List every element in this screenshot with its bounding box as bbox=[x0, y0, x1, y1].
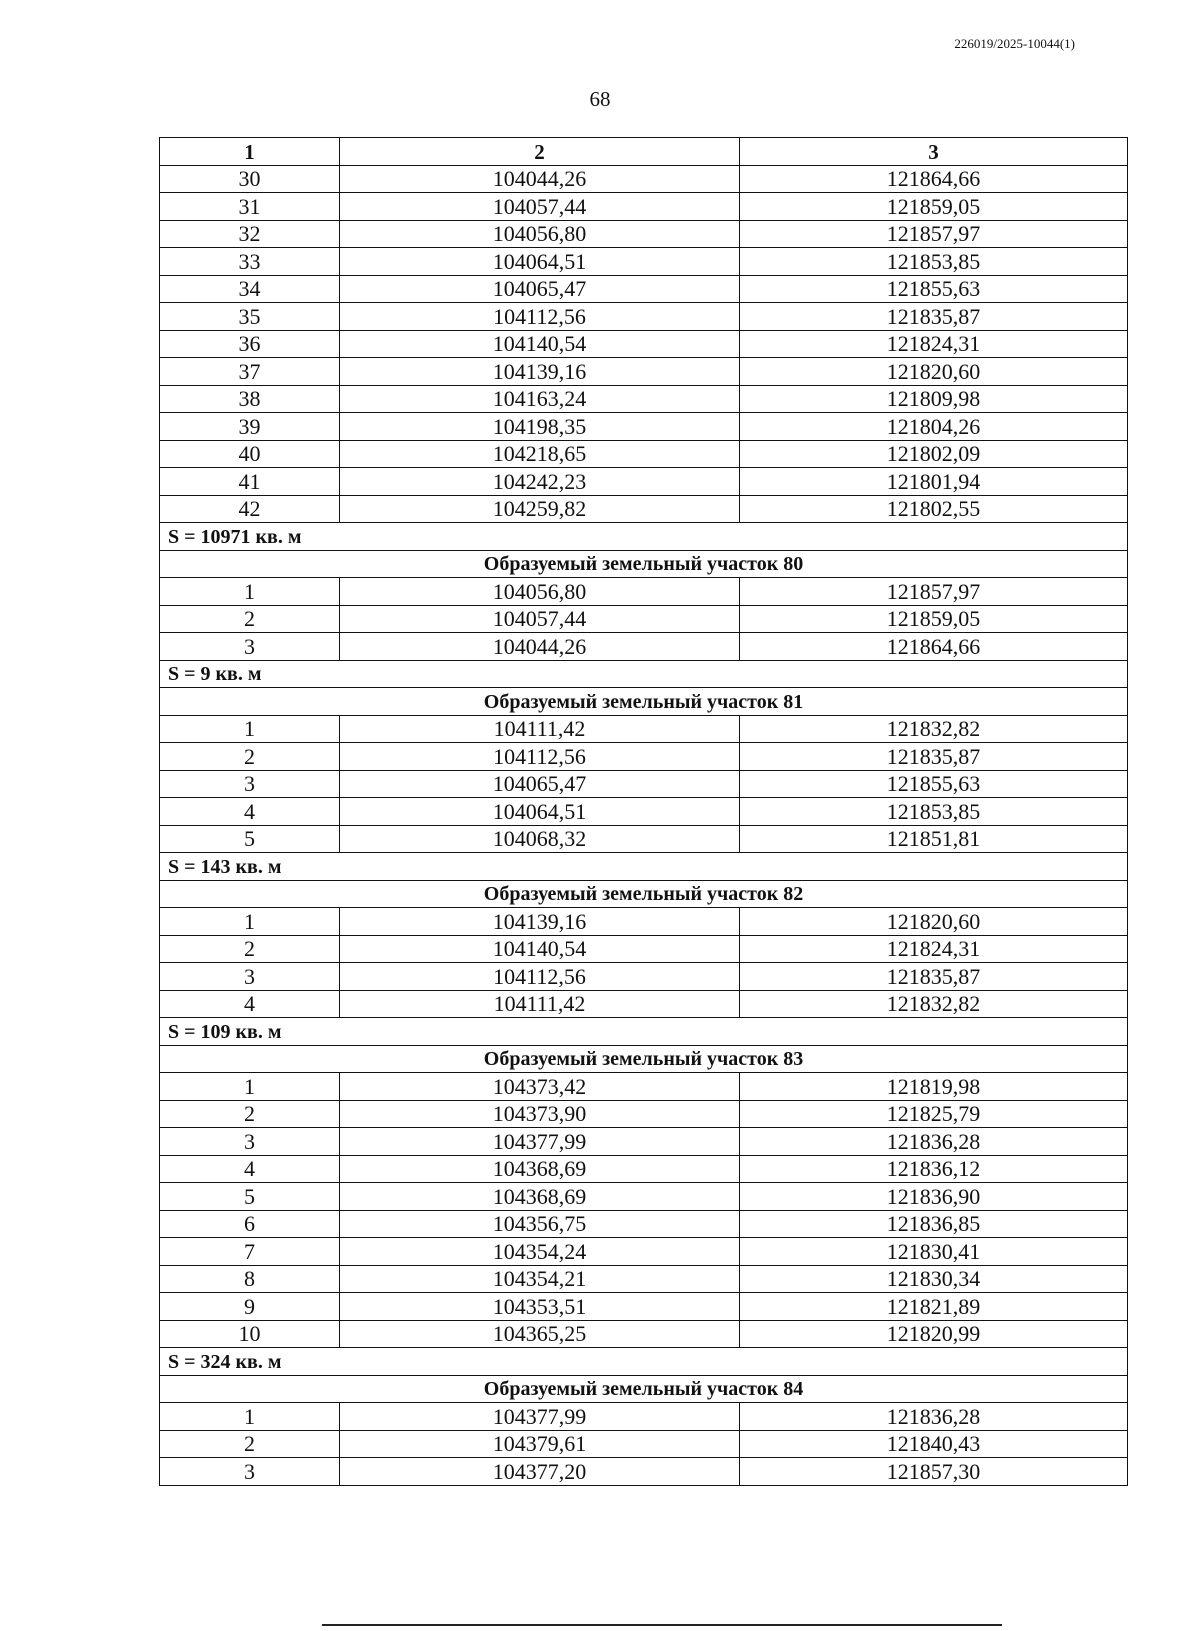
table-row bbox=[160, 1128, 1128, 1156]
section-title-row bbox=[160, 880, 1128, 908]
point-number-cell: 30 bbox=[160, 165, 340, 193]
header-cell-point: 1 bbox=[160, 138, 340, 166]
y-coordinate-cell: 121830,34 bbox=[740, 1265, 1128, 1293]
y-coordinate-cell: 121840,43 bbox=[740, 1430, 1128, 1458]
table-row bbox=[160, 963, 1128, 991]
y-coordinate-cell: 121802,09 bbox=[740, 440, 1128, 468]
point-number-cell: 8 bbox=[160, 1265, 340, 1293]
y-coordinate-cell: 121853,85 bbox=[740, 798, 1128, 826]
x-coordinate-cell: 104377,20 bbox=[340, 1458, 740, 1486]
x-coordinate-cell: 104057,44 bbox=[340, 605, 740, 633]
document-id: 226019/2025-10044(1) bbox=[954, 36, 1075, 51]
table-row bbox=[160, 743, 1128, 771]
point-number-cell: 3 bbox=[160, 1458, 340, 1486]
x-coordinate-cell: 104368,69 bbox=[340, 1155, 740, 1183]
y-coordinate-cell: 121820,60 bbox=[740, 908, 1128, 936]
scan-edge-line bbox=[322, 1624, 1002, 1626]
y-coordinate-cell: 121836,28 bbox=[740, 1403, 1128, 1431]
table-row bbox=[160, 330, 1128, 358]
area-value: S = 109 кв. м bbox=[160, 1018, 1128, 1046]
table-row bbox=[160, 220, 1128, 248]
table-row bbox=[160, 798, 1128, 826]
x-coordinate-cell: 104111,42 bbox=[340, 990, 740, 1018]
y-coordinate-cell: 121820,60 bbox=[740, 358, 1128, 386]
x-coordinate-cell: 104064,51 bbox=[340, 248, 740, 276]
x-coordinate-cell: 104373,90 bbox=[340, 1100, 740, 1128]
point-number-cell: 33 bbox=[160, 248, 340, 276]
area-value: S = 9 кв. м bbox=[160, 660, 1128, 688]
x-coordinate-cell: 104140,54 bbox=[340, 330, 740, 358]
table-row bbox=[160, 1155, 1128, 1183]
point-number-cell: 10 bbox=[160, 1320, 340, 1348]
y-coordinate-cell: 121835,87 bbox=[740, 963, 1128, 991]
point-number-cell: 2 bbox=[160, 743, 340, 771]
point-number-cell: 32 bbox=[160, 220, 340, 248]
table-row bbox=[160, 578, 1128, 606]
header-cell-y: 3 bbox=[740, 138, 1128, 166]
table-row bbox=[160, 1320, 1128, 1348]
point-number-cell: 31 bbox=[160, 193, 340, 221]
table-row bbox=[160, 1458, 1128, 1486]
table-row bbox=[160, 495, 1128, 523]
table-row bbox=[160, 1073, 1128, 1101]
y-coordinate-cell: 121801,94 bbox=[740, 468, 1128, 496]
x-coordinate-cell: 104065,47 bbox=[340, 770, 740, 798]
table-row bbox=[160, 908, 1128, 936]
point-number-cell: 2 bbox=[160, 1100, 340, 1128]
area-row bbox=[160, 1018, 1128, 1046]
point-number-cell: 1 bbox=[160, 578, 340, 606]
table-row bbox=[160, 468, 1128, 496]
point-number-cell: 2 bbox=[160, 1430, 340, 1458]
y-coordinate-cell: 121853,85 bbox=[740, 248, 1128, 276]
point-number-cell: 38 bbox=[160, 385, 340, 413]
section-title-row bbox=[160, 550, 1128, 578]
area-row bbox=[160, 523, 1128, 551]
table-row bbox=[160, 1293, 1128, 1321]
table-row bbox=[160, 825, 1128, 853]
table-row bbox=[160, 770, 1128, 798]
x-coordinate-cell: 104365,25 bbox=[340, 1320, 740, 1348]
point-number-cell: 40 bbox=[160, 440, 340, 468]
y-coordinate-cell: 121859,05 bbox=[740, 605, 1128, 633]
y-coordinate-cell: 121855,63 bbox=[740, 770, 1128, 798]
table-row bbox=[160, 440, 1128, 468]
y-coordinate-cell: 121859,05 bbox=[740, 193, 1128, 221]
y-coordinate-cell: 121830,41 bbox=[740, 1238, 1128, 1266]
point-number-cell: 7 bbox=[160, 1238, 340, 1266]
y-coordinate-cell: 121832,82 bbox=[740, 990, 1128, 1018]
point-number-cell: 41 bbox=[160, 468, 340, 496]
x-coordinate-cell: 104111,42 bbox=[340, 715, 740, 743]
x-coordinate-cell: 104218,65 bbox=[340, 440, 740, 468]
area-row bbox=[160, 660, 1128, 688]
section-title: Образуемый земельный участок 84 bbox=[160, 1375, 1128, 1403]
x-coordinate-cell: 104112,56 bbox=[340, 743, 740, 771]
y-coordinate-cell: 121824,31 bbox=[740, 935, 1128, 963]
point-number-cell: 2 bbox=[160, 605, 340, 633]
table-row bbox=[160, 358, 1128, 386]
x-coordinate-cell: 104379,61 bbox=[340, 1430, 740, 1458]
y-coordinate-cell: 121836,12 bbox=[740, 1155, 1128, 1183]
table-row bbox=[160, 413, 1128, 441]
section-title: Образуемый земельный участок 81 bbox=[160, 688, 1128, 716]
x-coordinate-cell: 104139,16 bbox=[340, 908, 740, 936]
point-number-cell: 39 bbox=[160, 413, 340, 441]
table-row bbox=[160, 990, 1128, 1018]
section-title-row bbox=[160, 1375, 1128, 1403]
table-row bbox=[160, 935, 1128, 963]
table-row bbox=[160, 633, 1128, 661]
y-coordinate-cell: 121857,30 bbox=[740, 1458, 1128, 1486]
y-coordinate-cell: 121855,63 bbox=[740, 275, 1128, 303]
y-coordinate-cell: 121802,55 bbox=[740, 495, 1128, 523]
area-row bbox=[160, 853, 1128, 881]
y-coordinate-cell: 121864,66 bbox=[740, 633, 1128, 661]
y-coordinate-cell: 121820,99 bbox=[740, 1320, 1128, 1348]
table-row bbox=[160, 1265, 1128, 1293]
section-title-row bbox=[160, 688, 1128, 716]
point-number-cell: 42 bbox=[160, 495, 340, 523]
area-value: S = 324 кв. м bbox=[160, 1348, 1128, 1376]
coordinates-table-body bbox=[160, 138, 1128, 1486]
x-coordinate-cell: 104068,32 bbox=[340, 825, 740, 853]
point-number-cell: 3 bbox=[160, 963, 340, 991]
x-coordinate-cell: 104139,16 bbox=[340, 358, 740, 386]
point-number-cell: 4 bbox=[160, 798, 340, 826]
table-row bbox=[160, 1183, 1128, 1211]
point-number-cell: 9 bbox=[160, 1293, 340, 1321]
x-coordinate-cell: 104377,99 bbox=[340, 1128, 740, 1156]
area-value: S = 143 кв. м bbox=[160, 853, 1128, 881]
y-coordinate-cell: 121824,31 bbox=[740, 330, 1128, 358]
point-number-cell: 1 bbox=[160, 1403, 340, 1431]
y-coordinate-cell: 121809,98 bbox=[740, 385, 1128, 413]
section-title: Образуемый земельный участок 83 bbox=[160, 1045, 1128, 1073]
point-number-cell: 1 bbox=[160, 908, 340, 936]
x-coordinate-cell: 104259,82 bbox=[340, 495, 740, 523]
point-number-cell: 37 bbox=[160, 358, 340, 386]
point-number-cell: 6 bbox=[160, 1210, 340, 1238]
x-coordinate-cell: 104065,47 bbox=[340, 275, 740, 303]
header-cell-x: 2 bbox=[340, 138, 740, 166]
section-title: Образуемый земельный участок 82 bbox=[160, 880, 1128, 908]
point-number-cell: 4 bbox=[160, 990, 340, 1018]
x-coordinate-cell: 104044,26 bbox=[340, 165, 740, 193]
y-coordinate-cell: 121836,85 bbox=[740, 1210, 1128, 1238]
x-coordinate-cell: 104112,56 bbox=[340, 303, 740, 331]
table-row bbox=[160, 385, 1128, 413]
x-coordinate-cell: 104057,44 bbox=[340, 193, 740, 221]
x-coordinate-cell: 104056,80 bbox=[340, 578, 740, 606]
y-coordinate-cell: 121857,97 bbox=[740, 220, 1128, 248]
y-coordinate-cell: 121835,87 bbox=[740, 743, 1128, 771]
y-coordinate-cell: 121851,81 bbox=[740, 825, 1128, 853]
x-coordinate-cell: 104354,24 bbox=[340, 1238, 740, 1266]
table-row bbox=[160, 165, 1128, 193]
x-coordinate-cell: 104368,69 bbox=[340, 1183, 740, 1211]
area-row bbox=[160, 1348, 1128, 1376]
point-number-cell: 3 bbox=[160, 1128, 340, 1156]
point-number-cell: 3 bbox=[160, 633, 340, 661]
table-row bbox=[160, 1403, 1128, 1431]
table-row bbox=[160, 1430, 1128, 1458]
y-coordinate-cell: 121832,82 bbox=[740, 715, 1128, 743]
y-coordinate-cell: 121836,90 bbox=[740, 1183, 1128, 1211]
coordinates-table bbox=[159, 137, 1128, 1486]
page-number: 68 bbox=[589, 87, 611, 111]
section-title: Образуемый земельный участок 80 bbox=[160, 550, 1128, 578]
area-value: S = 10971 кв. м bbox=[160, 523, 1128, 551]
point-number-cell: 2 bbox=[160, 935, 340, 963]
table-row bbox=[160, 275, 1128, 303]
y-coordinate-cell: 121819,98 bbox=[740, 1073, 1128, 1101]
x-coordinate-cell: 104373,42 bbox=[340, 1073, 740, 1101]
y-coordinate-cell: 121825,79 bbox=[740, 1100, 1128, 1128]
x-coordinate-cell: 104064,51 bbox=[340, 798, 740, 826]
table-row bbox=[160, 248, 1128, 276]
point-number-cell: 1 bbox=[160, 715, 340, 743]
table-row bbox=[160, 715, 1128, 743]
y-coordinate-cell: 121864,66 bbox=[740, 165, 1128, 193]
point-number-cell: 3 bbox=[160, 770, 340, 798]
y-coordinate-cell: 121857,97 bbox=[740, 578, 1128, 606]
point-number-cell: 5 bbox=[160, 1183, 340, 1211]
x-coordinate-cell: 104354,21 bbox=[340, 1265, 740, 1293]
x-coordinate-cell: 104163,24 bbox=[340, 385, 740, 413]
point-number-cell: 34 bbox=[160, 275, 340, 303]
point-number-cell: 35 bbox=[160, 303, 340, 331]
x-coordinate-cell: 104140,54 bbox=[340, 935, 740, 963]
point-number-cell: 1 bbox=[160, 1073, 340, 1101]
x-coordinate-cell: 104056,80 bbox=[340, 220, 740, 248]
y-coordinate-cell: 121835,87 bbox=[740, 303, 1128, 331]
x-coordinate-cell: 104377,99 bbox=[340, 1403, 740, 1431]
table-row bbox=[160, 605, 1128, 633]
section-title-row bbox=[160, 1045, 1128, 1073]
y-coordinate-cell: 121821,89 bbox=[740, 1293, 1128, 1321]
x-coordinate-cell: 104112,56 bbox=[340, 963, 740, 991]
x-coordinate-cell: 104353,51 bbox=[340, 1293, 740, 1321]
x-coordinate-cell: 104198,35 bbox=[340, 413, 740, 441]
y-coordinate-cell: 121836,28 bbox=[740, 1128, 1128, 1156]
x-coordinate-cell: 104242,23 bbox=[340, 468, 740, 496]
table-row bbox=[160, 1100, 1128, 1128]
table-row bbox=[160, 1210, 1128, 1238]
point-number-cell: 36 bbox=[160, 330, 340, 358]
point-number-cell: 5 bbox=[160, 825, 340, 853]
table-row bbox=[160, 1238, 1128, 1266]
x-coordinate-cell: 104044,26 bbox=[340, 633, 740, 661]
point-number-cell: 4 bbox=[160, 1155, 340, 1183]
x-coordinate-cell: 104356,75 bbox=[340, 1210, 740, 1238]
table-row bbox=[160, 303, 1128, 331]
table-header-row bbox=[160, 138, 1128, 166]
table-row bbox=[160, 193, 1128, 221]
y-coordinate-cell: 121804,26 bbox=[740, 413, 1128, 441]
